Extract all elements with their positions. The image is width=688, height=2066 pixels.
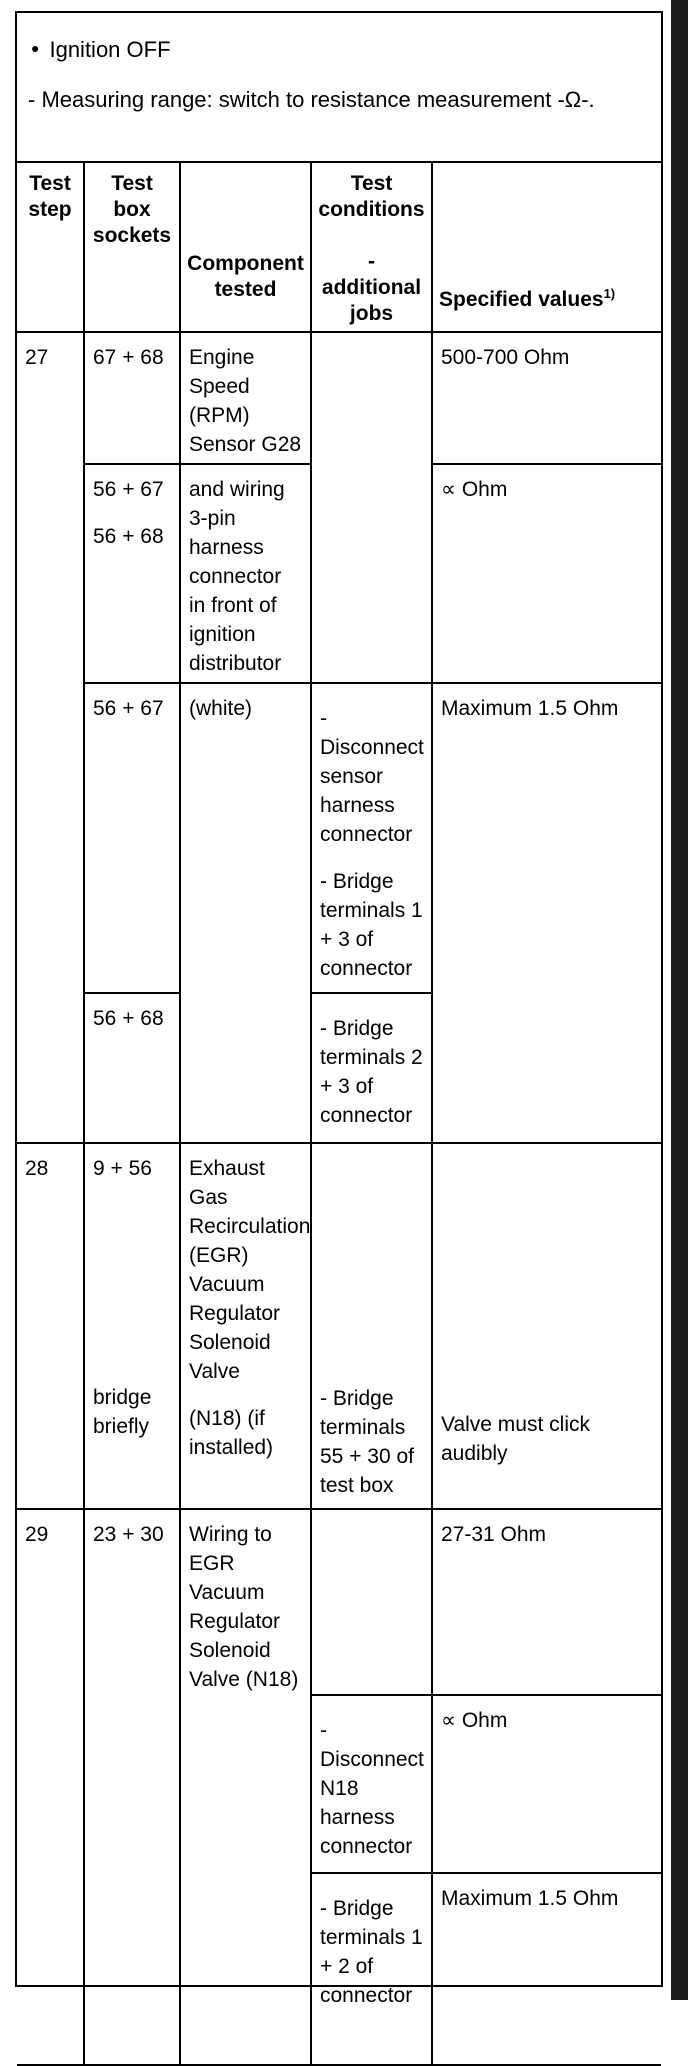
step-28-number: 28 bbox=[17, 1143, 84, 1509]
header-component-tested: Component tested bbox=[180, 162, 311, 332]
step-28-sockets bbox=[84, 1143, 180, 1509]
step-27-number: 27 bbox=[17, 332, 84, 1143]
header-specified-label: Specified values bbox=[439, 288, 604, 311]
header-test-box-sockets: Test box sockets bbox=[84, 162, 180, 332]
table-row bbox=[17, 683, 661, 993]
step-27-value-c: Maximum 1.5 Ohm bbox=[432, 683, 661, 1143]
step-29-number: 29 bbox=[17, 1509, 84, 2065]
header-conditions-bottom: - additional jobs bbox=[321, 250, 422, 325]
scrollbar[interactable] bbox=[671, 0, 688, 2000]
step-28-component bbox=[180, 1143, 311, 1509]
footnote-marker: 1) bbox=[603, 286, 616, 301]
step-29-value-b: ∝ Ohm bbox=[432, 1695, 661, 1873]
component-text: Exhaust Gas Recirculation (EGR) Vacuum Regulator Solenoid Valve bbox=[189, 1157, 311, 1383]
step-27-conditions-a bbox=[311, 683, 432, 993]
component-text: (N18) (if installed) bbox=[189, 1407, 274, 1459]
intro-section bbox=[17, 13, 661, 163]
step-27-sockets-c: 56 + 67 bbox=[84, 683, 180, 993]
table-row bbox=[17, 1509, 661, 1695]
step-29-conditions-empty bbox=[311, 1509, 432, 1695]
step-27-component-c: (white) bbox=[180, 683, 311, 1143]
step-29-conditions-a: - Disconnect N18 harness connector bbox=[311, 1695, 432, 1873]
step-27-conditions-b: - Bridge terminals 2 + 3 of connector bbox=[311, 993, 432, 1143]
header-conditions-top: Test conditions bbox=[318, 172, 425, 221]
step-29-value-a: 27-31 Ohm bbox=[432, 1509, 661, 1695]
step-27-conditions-empty bbox=[311, 332, 432, 683]
table-row bbox=[17, 1143, 661, 1509]
step-27-sockets-a: 67 + 68 bbox=[84, 332, 180, 464]
step-27-component-a: Engine Speed (RPM) Sensor G28 bbox=[180, 332, 311, 464]
step-27-value-a: 500-700 Ohm bbox=[432, 332, 661, 464]
test-table bbox=[17, 161, 661, 2066]
step-27-value-b: ∝ Ohm bbox=[432, 464, 661, 683]
header-test-conditions bbox=[311, 162, 432, 332]
step-27-sockets-b bbox=[84, 464, 180, 683]
socket-pair: 56 + 68 bbox=[93, 525, 164, 548]
header-test-step: Test step bbox=[17, 162, 84, 332]
bullet-item bbox=[31, 37, 171, 63]
condition-text: - Bridge terminals 1 + 3 of connector bbox=[320, 870, 423, 980]
step-29-value-c: Maximum 1.5 Ohm bbox=[432, 1873, 661, 2065]
bullet-icon: ● bbox=[31, 40, 40, 56]
table-row bbox=[17, 332, 661, 464]
document-frame bbox=[15, 11, 663, 2007]
socket-pair: 56 + 67 bbox=[93, 478, 164, 501]
step-27-sockets-d: 56 + 68 bbox=[84, 993, 180, 1143]
step-28-conditions: - Bridge terminals 55 + 30 of test box bbox=[311, 1143, 432, 1509]
measuring-range-text: - Measuring range: switch to resistance measurement -Ω-. bbox=[28, 87, 595, 112]
ignition-text: Ignition OFF bbox=[49, 37, 171, 62]
condition-text: - Disconnect sensor harness connector bbox=[320, 707, 424, 846]
step-28-value: Valve must click audibly bbox=[432, 1143, 661, 1509]
socket-pair: 9 + 56 bbox=[93, 1157, 152, 1180]
step-27-component-b: and wiring 3-pin harness connector in front of ignition distributor bbox=[180, 464, 311, 683]
header-specified-values bbox=[432, 162, 661, 332]
bridge-note: bridge briefly bbox=[93, 1386, 152, 1438]
step-29-sockets: 23 + 30 bbox=[84, 1509, 180, 2065]
step-29-component: Wiring to EGR Vacuum Regulator Solenoid Valve (N18) bbox=[180, 1509, 311, 2065]
header-row bbox=[17, 162, 661, 332]
step-29-conditions-b: - Bridge terminals 1 + 2 of connector bbox=[311, 1873, 432, 2065]
